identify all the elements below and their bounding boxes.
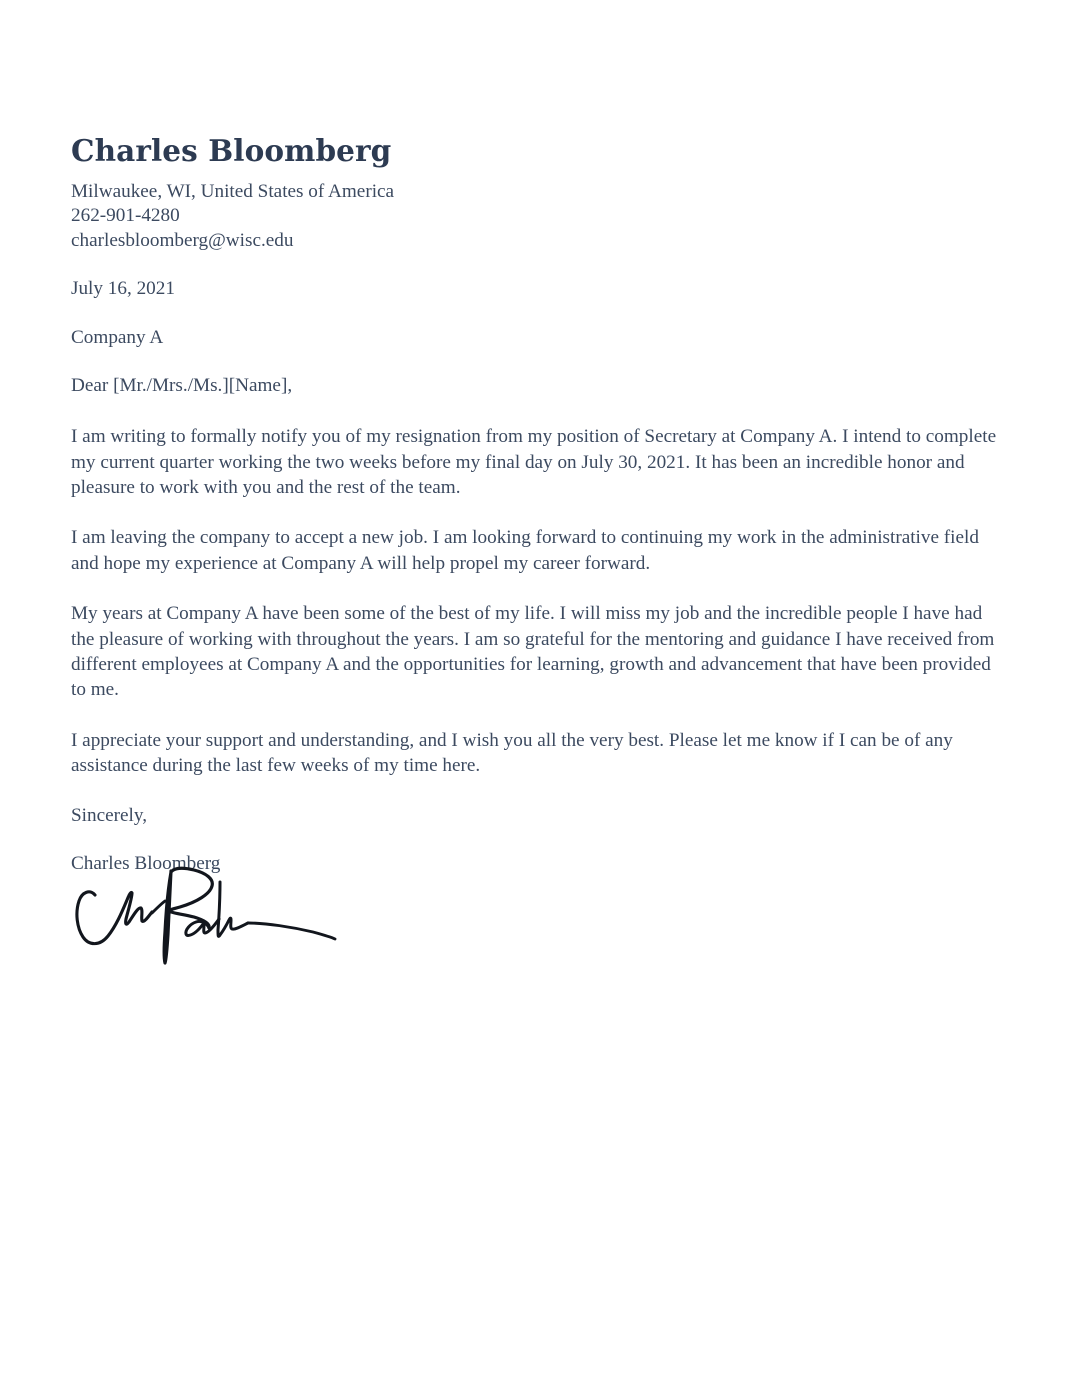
recipient-company: Company A xyxy=(71,326,164,348)
body-paragraph-3: My years at Company A have been some of the best of my life. I will miss my job and the incredible people I have had the pleasure of working with throughout the years. I am so grateful for the mentoring and guidance I have received from different employees at Company A and the opportunities for learning, growth and advancement that have been provided to me. xyxy=(71,603,995,701)
sender-phone: 262-901-4280 xyxy=(71,205,180,227)
spacer xyxy=(71,703,1008,728)
spacer xyxy=(71,302,1008,326)
closing-salutation: Sincerely, xyxy=(71,804,148,826)
body-paragraph-4: I appreciate your support and understanding, and I wish you all the very best. Please let me know if I can be of any assistance during the last few weeks of my time here. xyxy=(71,729,953,777)
handwritten-signature xyxy=(70,862,370,972)
page-title: Charles Bloomberg xyxy=(71,133,392,168)
spacer xyxy=(71,828,1008,852)
spacer xyxy=(71,350,1008,374)
signature-name: Charles Bloomberg xyxy=(71,853,221,875)
spacer xyxy=(71,779,1008,804)
spacer xyxy=(71,253,1008,277)
spacer xyxy=(71,576,1008,601)
salutation: Dear [Mr./Mrs./Ms.][Name], xyxy=(71,375,293,397)
letter-date: July 16, 2021 xyxy=(71,277,175,299)
signature-icon xyxy=(70,862,370,972)
sender-address: Milwaukee, WI, United States of America xyxy=(71,180,395,202)
sender-contact-block xyxy=(71,180,1008,253)
spacer xyxy=(71,399,1008,424)
spacer xyxy=(71,500,1008,525)
body-paragraph-2: I am leaving the company to accept a new job. I am looking forward to continuing my work in the administrative field and hope my experience at Company A will help propel my career forward. xyxy=(71,527,979,574)
body-paragraph-1: I am writing to formally notify you of my resignation from my position of Secretary at Company A. I intend to complete my current quarter working the two weeks before my final day on July 30, 2021. It has been an incredible honor and pleasure to work with you and the rest of the team. xyxy=(71,426,997,499)
letter-body xyxy=(71,134,1008,877)
sender-email: charlesbloomberg@wisc.edu xyxy=(71,229,294,251)
